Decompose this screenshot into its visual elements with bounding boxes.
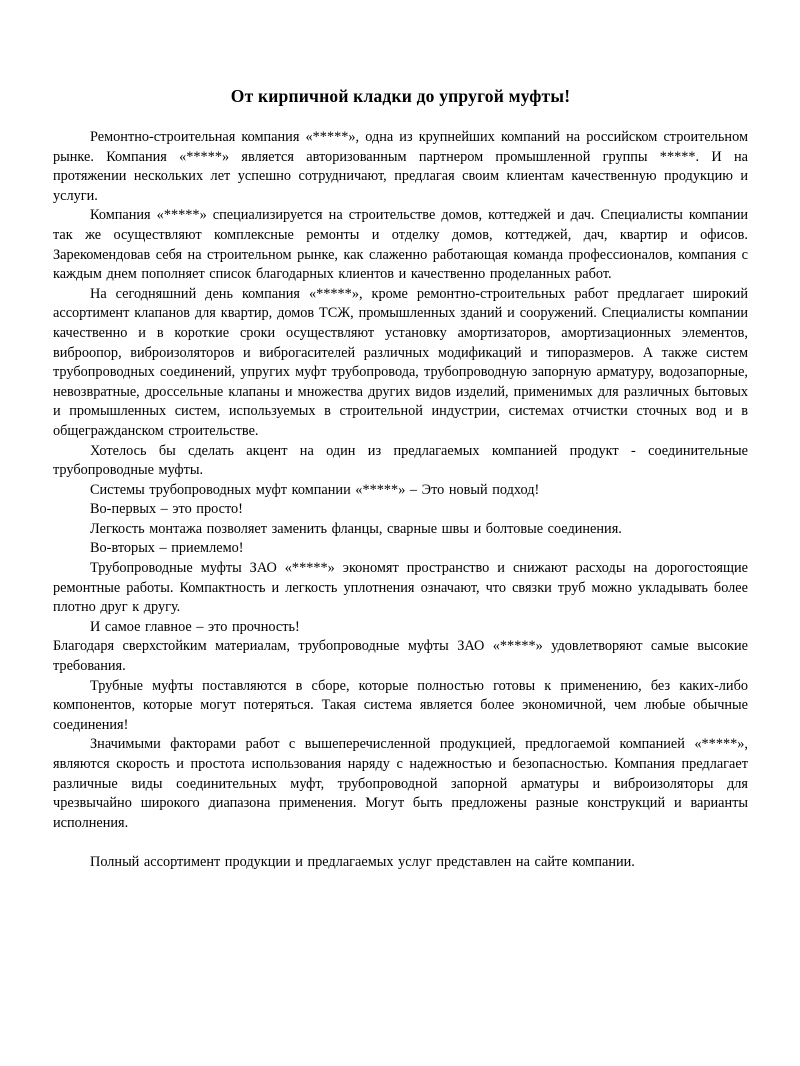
paragraph-assembled-couplings: Трубные муфты поставляются в сборе, которые полностью готовы к применению, без каких-либо компонентов, которые могут потеряться. Такая система является более экономичной, чем любые обычные соединения! xyxy=(53,677,748,733)
paragraph-easy-install: Легкость монтажа позволяет заменить фланцы, сварные швы и болтовые соединения. xyxy=(90,520,622,537)
document-title: От кирпичной кладки до упругой муфты! xyxy=(230,86,571,106)
paragraph-significant-factors: Значимыми факторами работ с вышеперечисленной продукцией, предлогаемой компанией «*****», являются скорость и простота использования наряду с надежностью и безопасностью. Компания предлагает различные виды соединительных муфт, трубопроводной запорной арматуры и виброизоляторы для чрезвычайно широкого диапазона применения. Могут быть предложены разные конструкций и варианты исполнения. xyxy=(53,736,748,831)
paragraph-full-assortment: Полный ассортимент продукции и предлагаемых услуг представлен на сайте компании. xyxy=(90,854,635,871)
paragraph-accent-product: Хотелось бы сделать акцент на один из предлагаемых компанией продукт - соединительные трубопроводные муфты. xyxy=(53,442,748,479)
paragraph-specialization: Компания «*****» специализируется на строительстве домов, коттеджей и дач. Специалисты компании так же осуществляют комплексные ремонты и отделку домов, коттеджей, дач, квартир и офисов. Зарекомендовав себя на строительном рынке, как слаженно работающая команда профессионалов, компания с каждым днем пополняет список благодарных клиентов и качественно проделанных работ. xyxy=(53,207,748,283)
paragraph-assortment: На сегодняшний день компания «*****», кроме ремонтно-строительных работ предлагает широкий ассортимент клапанов для квартир, домов ТСЖ, промышленных зданий и сооружений. Специалисты компании качественно и в короткие сроки осуществляют установку амортизаторов, амортизационных элементов, виброопор, виброизоляторов и виброгасителей различных модификаций и типоразмеров. А также систем трубопроводных соединений, упругих муфт трубопровода, трубопроводную запорную арматуру, водозапорные, невозвратные, дроссельные клапаны и множества других видов изделий, применимых для различных бытовых и промышленных систем, используемых в строительной индустрии, системах отчистки сточных вод и в общегражданском строительстве. xyxy=(53,285,748,439)
paragraph-intro-company: Ремонтно-строительная компания «*****», одна из крупнейших компаний на российском строительном рынке. Компания «*****» является авторизованным партнером промышленной группы *****. И на протяжении нескольких лет успешно сотрудничают, предлагая своим клиентам качественную продукцию и услуги. xyxy=(53,129,748,204)
paragraph-secondly: Во-вторых – приемлемо! xyxy=(90,540,244,557)
paragraph-new-approach: Системы трубопроводных муфт компании «*****» – Это новый подход! xyxy=(90,481,540,498)
paragraph-firstly: Во-первых – это просто! xyxy=(90,501,243,518)
paragraph-save-space: Трубопроводные муфты ЗАО «*****» экономят пространство и снижают расходы на дорогостоящие ремонтные работы. Компактность и легкость уплотнения означают, что связки труб можно укладывать более плотно друг к другу. xyxy=(53,560,748,616)
paragraph-materials: Благодаря сверхстойким материалам, трубопроводные муфты ЗАО «*****» удовлетворяют самые высокие требования. xyxy=(53,638,748,675)
document-body xyxy=(53,128,748,873)
paragraph-main-strength: И самое главное – это прочность! xyxy=(90,618,300,635)
